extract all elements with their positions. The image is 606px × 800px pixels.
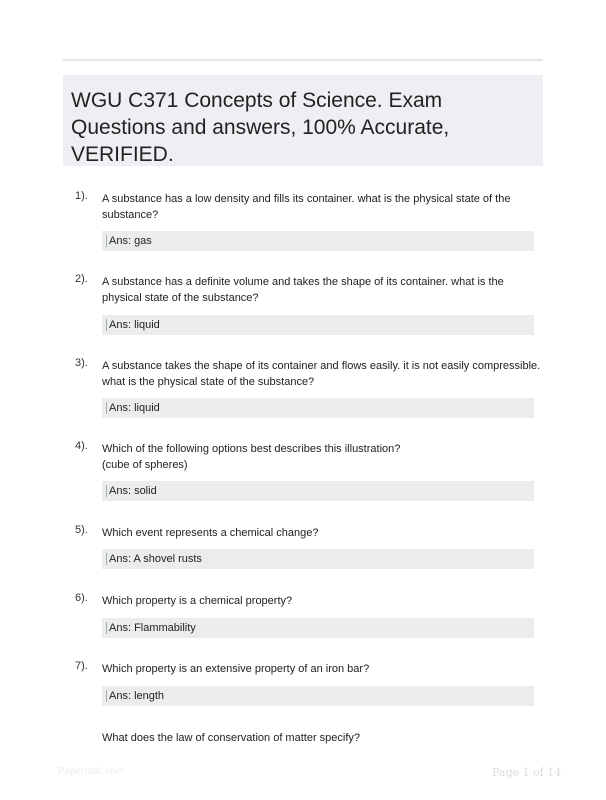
- question-number: 1).: [75, 190, 88, 202]
- question-number: 3).: [75, 357, 88, 369]
- question-text: [102, 441, 542, 473]
- answer-box: Ans: solid: [102, 481, 534, 501]
- title-box: [63, 75, 543, 166]
- question-text: A substance takes the shape of its container and flows easily. it is not easily compressible. what is the physical state of the substance?: [102, 360, 541, 388]
- question-number: 7).: [75, 660, 88, 672]
- answer-box: Ans: gas: [102, 231, 534, 251]
- question-text: A substance has a definite volume and takes the shape of its container. what is the physical state of the substance?: [102, 276, 504, 304]
- answer-box: Ans: A shovel rusts: [102, 549, 534, 569]
- answer-box: Ans: Flammability: [102, 618, 534, 638]
- document-title: WGU C371 Concepts of Science. Exam Questions and answers, 100% Accurate, VERIFIED.: [71, 89, 450, 166]
- question-text-note: (cube of spheres): [102, 459, 188, 471]
- page-indicator: Page 1 of 14: [492, 766, 562, 779]
- answer-box: Ans: liquid: [102, 398, 534, 418]
- question-text-line: Which of the following options best describes this illustration?: [102, 443, 401, 455]
- question-text: A substance has a low density and fills its container. what is the physical state of the substance?: [102, 193, 511, 221]
- question-text: Which property is an extensive property of an iron bar?: [102, 663, 370, 675]
- answer-box: Ans: length: [102, 686, 534, 706]
- question-text: What does the law of conservation of matter specify?: [102, 732, 361, 744]
- question-text: Which property is a chemical property?: [102, 595, 293, 607]
- question-number: 5).: [75, 524, 88, 536]
- question-number: 6).: [75, 592, 88, 604]
- question-text: Which event represents a chemical change?: [102, 527, 319, 539]
- top-divider: [63, 59, 543, 61]
- question-number: 4).: [75, 440, 88, 452]
- question-number: 2).: [75, 273, 88, 285]
- footer-watermark: Papertstic.com: [58, 766, 125, 777]
- answer-box: Ans: liquid: [102, 315, 534, 335]
